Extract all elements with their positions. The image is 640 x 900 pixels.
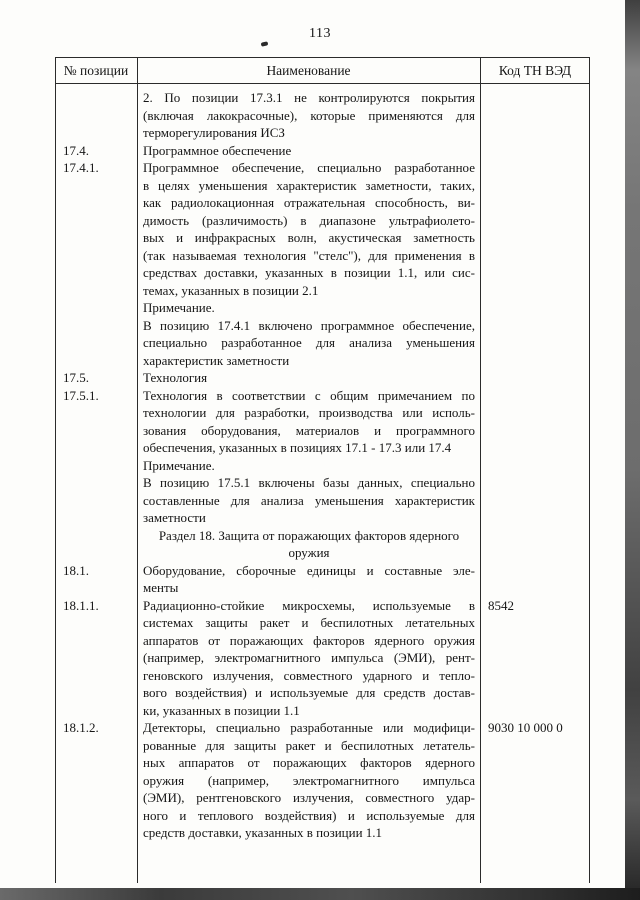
code-cell (480, 369, 590, 387)
code-cell (480, 159, 590, 369)
table-row (55, 142, 590, 160)
tn-ved-table (55, 57, 590, 883)
scan-speck (261, 41, 269, 47)
table-row (55, 562, 590, 597)
name-cell: Технология (143, 370, 208, 385)
table-row (55, 369, 590, 387)
scan-edge-right (625, 0, 640, 900)
header-cell-position: № позиции (63, 62, 129, 78)
table-border-left (55, 57, 56, 883)
scan-edge-bottom (0, 888, 640, 900)
position-cell: 17.4.1. (63, 160, 99, 175)
name-cell: Технология в соответствии с общим примечанием по технологии для разработки, производства или исполь- зования оборудования, материалов и программного обеспечения, указанных в позициях 17.1 - 17.3 или 17.4 Примечание. В позицию 17.5.1 включены базы данных, специально составленные для анализа уменьшения характеристик заметности (143, 387, 475, 525)
table-border-right (589, 57, 590, 883)
table-row (55, 387, 590, 527)
table-row (55, 719, 590, 842)
position-cell: 18.1.2. (63, 720, 99, 735)
position-cell (55, 527, 137, 562)
header-cell-code: Код ТН ВЭД (498, 62, 572, 78)
code-cell (480, 89, 590, 142)
name-cell: Оборудование, сборочные единицы и составные эле- менты (143, 562, 475, 595)
code-cell: 9030 10 000 0 (488, 720, 563, 735)
column-divider-2 (480, 57, 481, 883)
table-row (55, 527, 590, 562)
name-cell: Программное обеспечение (143, 142, 292, 158)
code-cell: 8542 (488, 597, 514, 613)
position-cell: 17.4. (63, 142, 89, 158)
position-cell (55, 89, 137, 142)
header-cell-name: Наименование (266, 62, 351, 78)
page-number: 113 (309, 26, 331, 41)
position-cell: 18.1. (63, 562, 89, 578)
name-cell: Программное обеспечение, специально разработанное в целях уменьшения характеристик заметности, таких, как радиолокационная отражательная способность, ви- димость (различимость) в диапазоне ультрафиолето- вых и инфракрасных волн, акустическая заметность (так называемая технология "стелс"), для применения в средствах доставки, указанных в позиции 1.1, или сис- темах, указанных в позиции 2.1 Примечание. В позицию 17.4.1 включено программное обеспечение, специально разработанное для анализа уменьшения характеристик заметности (143, 160, 475, 368)
position-cell: 18.1.1. (63, 597, 99, 613)
code-cell (480, 387, 590, 527)
name-cell: 2. По позиции 17.3.1 не контролируются покрытия (включая лакокрасочные), которые применяются для терморегулирования ИСЗ (143, 90, 475, 140)
position-cell: 17.5. (63, 370, 89, 385)
table-row (55, 597, 590, 720)
table-row (55, 159, 590, 369)
name-cell: Радиационно-стойкие микросхемы, используемые в системах защиты ракет и беспилотных летательных аппаратов от поражающих факторов ядерного оружия (например, электромагнитного импульса (ЭМИ), рент- геновского излучения, совместного ударного и тепло- вого воздействия) и используемые для средств достав- ки, указанных в позиции 1.1 (143, 597, 475, 718)
table-row (55, 89, 590, 142)
code-cell (480, 142, 590, 160)
table-header (55, 57, 590, 84)
code-cell (480, 562, 590, 597)
name-cell: Детекторы, специально разработанные или модифици- рованные для защиты ракет и беспилотных летатель- ных аппаратов от поражающих факторов ядерного оружия (например, электромагнитного импульса (ЭМИ), рентгеновского излучения, совместного удар- ного и теплового воздействия) и используемые для средств доставки, указанных в позиции 1.1 (143, 720, 475, 840)
table-body (55, 84, 590, 842)
code-cell (480, 527, 590, 562)
name-cell: Раздел 18. Защита от поражающих факторов ядерного оружия (158, 527, 460, 560)
column-divider-1 (137, 57, 138, 883)
position-cell: 17.5.1. (63, 387, 99, 403)
